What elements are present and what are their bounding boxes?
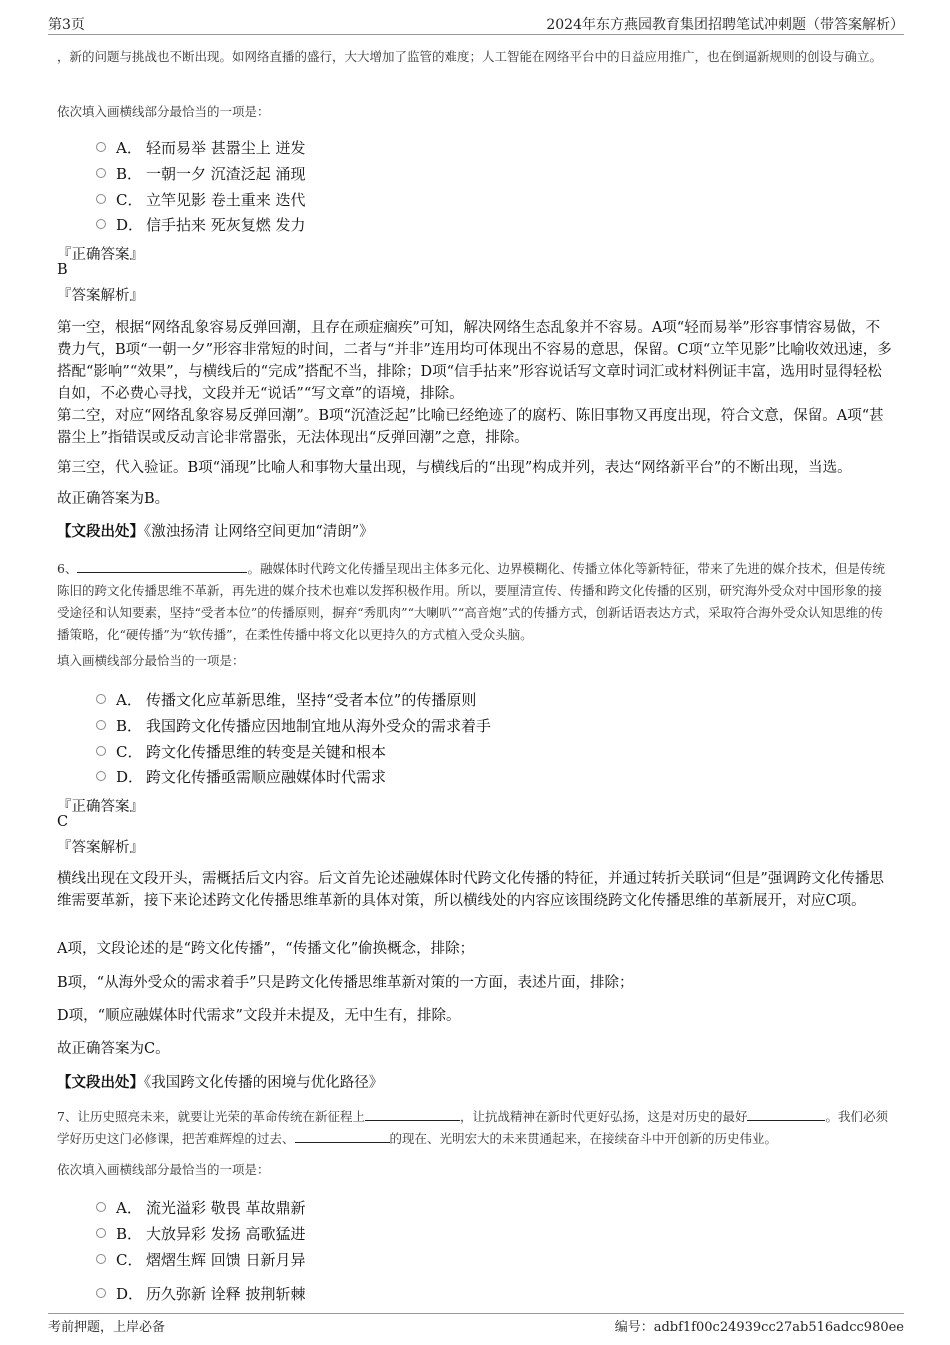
q5-option-b[interactable]: B． 一朝一夕 沉渣泛起 涌现 xyxy=(96,163,306,184)
q5-analysis-4: 故正确答案为B。 xyxy=(57,491,170,507)
answer-blank xyxy=(77,558,247,573)
q6-stem: 6、 。融媒体时代跨文化传播呈现出主体多元化、边界模糊化、传播立体化等新特征，带来了先进的媒介技术，但是传统陈旧的跨文化传播思维不革新，再先进的媒介技术也难以发挥积极作用。所以，要厘清宣传、传播和跨文化传播的区别，研究海外受众对中国形象的接受途径和认知要素，坚持“受者本位”的传播原则，摒弃“秀肌肉”“大喇叭”“高音炮”式的传播方式，创新话语表达方式，采取符合海外受众认知思维的传播策略，化“硬传播”为“软传播”，在柔性传播中将文化以更持久的方式植入受众头脑。 xyxy=(57,558,893,646)
page-footer xyxy=(48,1313,904,1336)
q6-analysis-1: 横线出现在文段开头，需概括后文内容。后文首先论述融媒体时代跨文化传播的特征，并通过转折关联词“但是”强调跨文化传播思维需要革新，接下来论述跨文化传播思维革新的具体对策，所以横线处的内容应该围绕跨文化传播思维的革新展开，对应C项。 xyxy=(57,871,884,909)
q6-option-c[interactable]: C． 跨文化传播思维的转变是关键和根本 xyxy=(96,741,386,762)
q6-analysis-2: A项，文段论述的是“跨文化传播”，“传播文化”偷换概念，排除； xyxy=(57,941,475,957)
q7-option-d[interactable]: D． 历久弥新 诠释 披荆斩棘 xyxy=(96,1283,306,1304)
radio-icon[interactable] xyxy=(96,168,106,178)
document-title: 2024年东方燕园教育集团招聘笔试冲刺题（带答案解析） xyxy=(546,17,904,33)
q6-answer: C xyxy=(57,814,69,830)
q5-stem-tail: ，新的问题与挑战也不断出现。如网络直播的盛行，大大增加了监管的难度；人工智能在网络平台中的日益应用推广，也在倒逼新规则的创设与确立。 xyxy=(57,49,883,64)
q7-option-b[interactable]: B． 大放异彩 发扬 高歌猛进 xyxy=(96,1223,306,1244)
radio-icon[interactable] xyxy=(96,694,106,704)
radio-icon[interactable] xyxy=(96,1228,106,1238)
radio-icon[interactable] xyxy=(96,771,106,781)
q6-source: 【文段出处】《我国跨文化传播的困境与优化路径》 xyxy=(57,1074,384,1091)
q5-analysis-3: 第三空，代入验证。B项“涌现”比喻人和事物大量出现，与横线后的“出现”构成并列，表达“网络新平台”的不断出现，当选。 xyxy=(57,460,852,476)
q7-stem: 7、让历史照亮未来，就要让光荣的革命传统在新征程上 ，让抗战精神在新时代更好弘扬，这是对历史的最好 。我们必须学好历史这门必修课，把苦难辉煌的过去、 的现在、光明宏大的未来贯通起来，在接续奋斗中开创新的历史伟业。 xyxy=(57,1106,893,1150)
q6-option-b[interactable]: B． 我国跨文化传播应因地制宜地从海外受众的需求着手 xyxy=(96,715,491,736)
q6-answer-label: 『正确答案』 xyxy=(57,799,144,815)
q7-option-c[interactable]: C． 熠熠生辉 回馈 日新月异 xyxy=(96,1249,306,1270)
q5-option-a[interactable]: A． 轻而易举 甚嚣尘上 迸发 xyxy=(96,137,306,158)
q6-option-a[interactable]: A． 传播文化应革新思维，坚持“受者本位”的传播原则 xyxy=(96,689,476,710)
radio-icon[interactable] xyxy=(96,720,106,730)
page-header xyxy=(48,14,904,35)
q5-analysis-1: 第一空，根据“网络乱象容易反弹回潮，且存在顽症痼疾”可知，解决网络生态乱象并不容易。A项“轻而易举”形容事情容易做，不费力气，B项“一朝一夕”形容非常短的时间，二者与“并非”连用均可体现出不容易的意思，保留。C项“立竿见影”比喻收效迅速，多搭配“影响”“效果”，与横线后的“完成”搭配不当，排除；D项“信手拈来”形容说话写文章时词汇或材料例证丰富，选用时显得轻松自如，不必费心寻找，文段并无“说话”“写文章”的语境，排除。 xyxy=(57,320,892,402)
q6-prompt: 填入画横线部分最恰当的一项是： xyxy=(57,653,245,668)
radio-icon[interactable] xyxy=(96,219,106,229)
q7-prompt: 依次填入画横线部分最恰当的一项是： xyxy=(57,1162,270,1177)
q5-option-c[interactable]: C． 立竿见影 卷土重来 迭代 xyxy=(96,189,306,210)
q7-option-a[interactable]: A． 流光溢彩 敬畏 革故鼎新 xyxy=(96,1197,306,1218)
radio-icon[interactable] xyxy=(96,1288,106,1298)
q5-answer-label: 『正确答案』 xyxy=(57,247,144,263)
radio-icon[interactable] xyxy=(96,1202,106,1212)
answer-blank xyxy=(747,1106,825,1121)
q5-source: 【文段出处】《激浊扬清 让网络空间更加“清朗”》 xyxy=(57,523,374,540)
answer-blank xyxy=(295,1128,390,1143)
radio-icon[interactable] xyxy=(96,746,106,756)
q5-analysis-label: 『答案解析』 xyxy=(57,288,144,304)
q6-analysis-5: 故正确答案为C。 xyxy=(57,1041,170,1057)
q6-analysis-3: B项，“从海外受众的需求着手”只是跨文化传播思维革新对策的一方面，表述片面，排除； xyxy=(57,975,634,991)
radio-icon[interactable] xyxy=(96,142,106,152)
q6-option-d[interactable]: D． 跨文化传播亟需顺应融媒体时代需求 xyxy=(96,766,386,787)
page-number: 第3页 xyxy=(48,17,85,33)
q5-option-d[interactable]: D． 信手拈来 死灰复燃 发力 xyxy=(96,214,306,235)
q5-analysis-2: 第二空，对应“网络乱象容易反弹回潮”。B项“沉渣泛起”比喻已经绝迹了的腐朽、陈旧事物又再度出现，符合文意，保留。A项“甚嚣尘上”指错误或反动言论非常嚣张，无法体现出“反弹回潮”之意，排除。 xyxy=(57,408,884,446)
q6-analysis-label: 『答案解析』 xyxy=(57,840,144,856)
radio-icon[interactable] xyxy=(96,194,106,204)
q5-answer: B xyxy=(57,262,68,278)
document-id: 编号：adbf1f00c24939cc27ab516adcc980ee xyxy=(614,1320,904,1335)
q6-analysis-4: D项，“顺应融媒体时代需求”文段并未提及，无中生有，排除。 xyxy=(57,1008,461,1024)
radio-icon[interactable] xyxy=(96,1254,106,1264)
q5-prompt: 依次填入画横线部分最恰当的一项是： xyxy=(57,104,270,119)
footer-slogan: 考前押题，上岸必备 xyxy=(48,1320,166,1335)
answer-blank xyxy=(365,1106,460,1121)
